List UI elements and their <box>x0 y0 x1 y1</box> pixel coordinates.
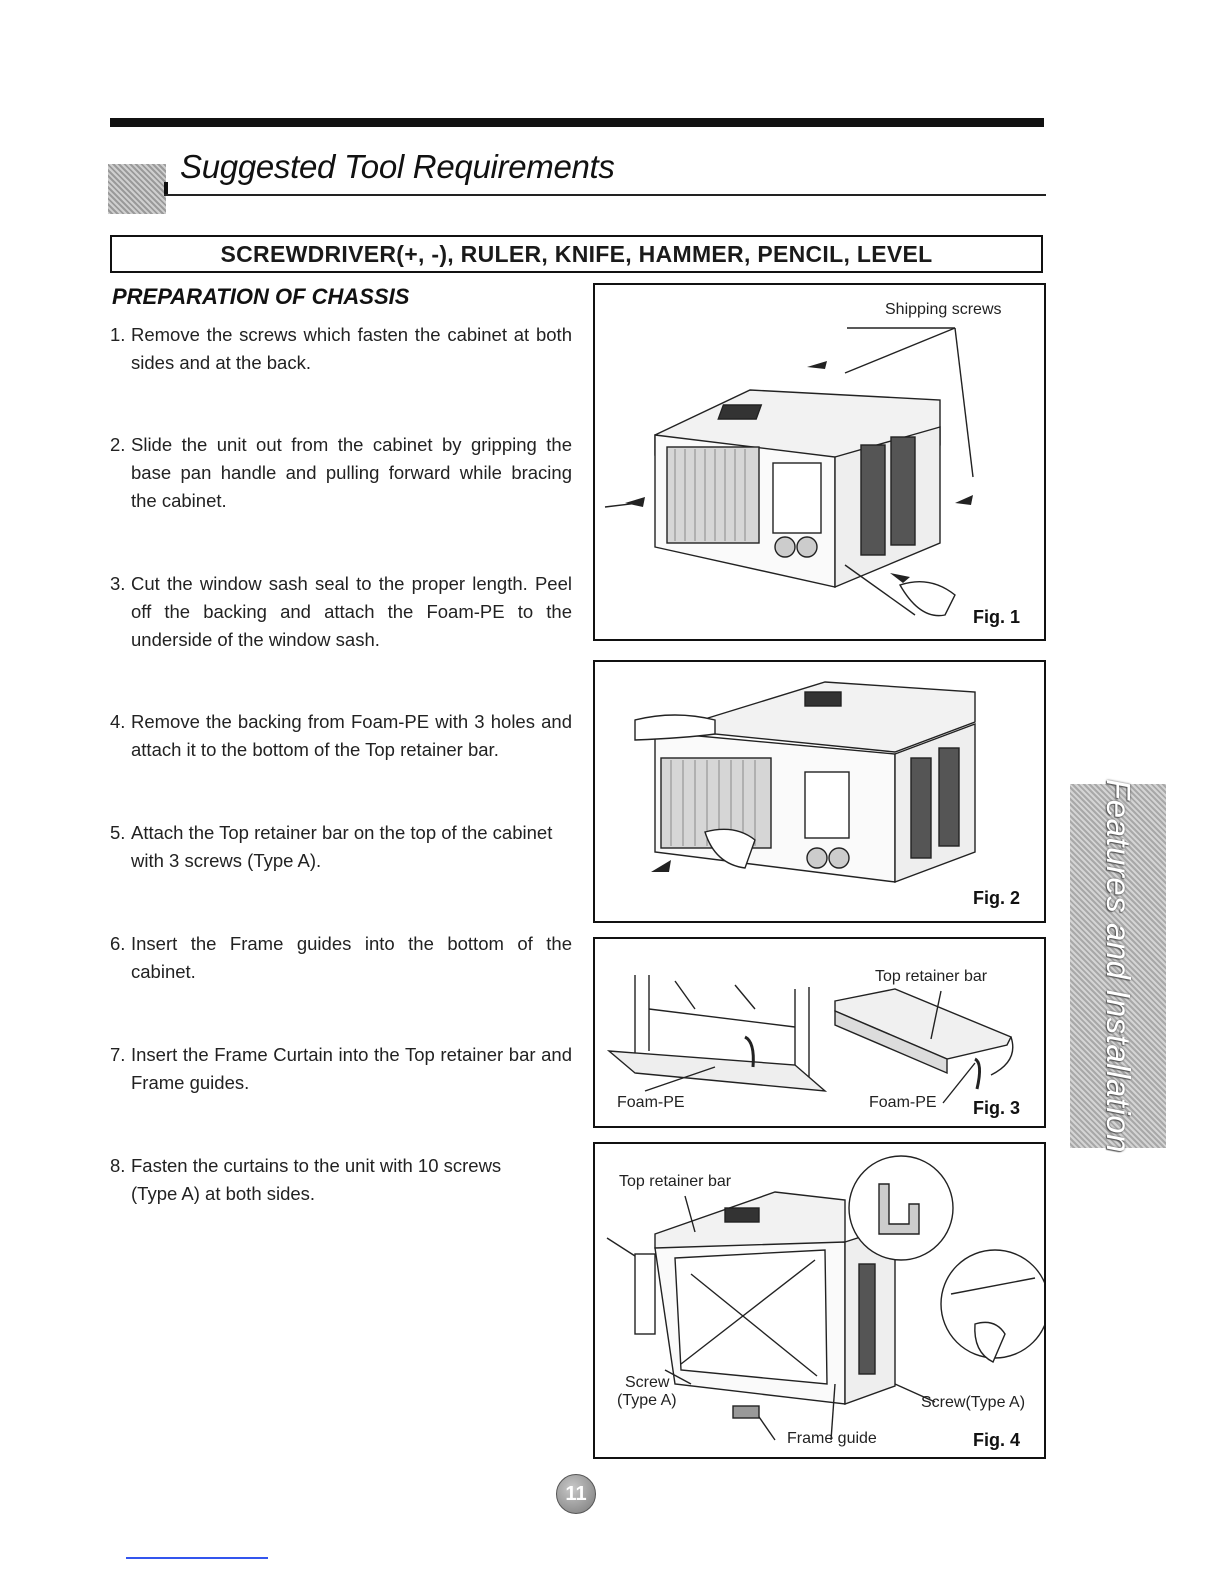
top-rule <box>110 118 1044 127</box>
fig4-callout-screw-type-a: Screw(Type A) <box>921 1394 1026 1411</box>
page-number-badge: 11 <box>556 1474 596 1514</box>
figure-4 <box>593 1142 1046 1459</box>
side-tab[interactable] <box>1070 779 1166 1153</box>
step-text: Insert the Frame guides into the bottom of the cabinet. <box>131 933 572 982</box>
step-number: 5. <box>110 822 126 843</box>
step-number: 3. <box>110 573 126 594</box>
step-number: 4. <box>110 711 126 732</box>
fig3-label: Fig. 3 <box>973 1098 1021 1118</box>
fig1-illustration <box>595 285 1046 641</box>
figure-3 <box>593 937 1046 1128</box>
step-5 <box>110 819 572 875</box>
tools-box: SCREWDRIVER(+, -), RULER, KNIFE, HAMMER, PENCIL, LEVEL <box>110 235 1043 273</box>
step-text: Slide the unit out from the cabinet by gripping the base pan handle and pulling forward while bracing the cabinet. <box>131 434 572 511</box>
step-number: 1. <box>110 324 126 345</box>
step-3 <box>110 570 572 654</box>
step-text: Attach the Top retainer bar on the top of the cabinet with 3 screws (Type A). <box>131 822 553 871</box>
fig1-callout-shipping-screws: Shipping screws <box>885 301 1002 318</box>
section-title: Suggested Tool Requirements <box>180 148 615 185</box>
step-number: 6. <box>110 933 126 954</box>
step-number: 8. <box>110 1155 126 1176</box>
step-7 <box>110 1041 572 1097</box>
prep-heading: PREPARATION OF CHASSIS <box>112 284 410 309</box>
fig4-callout-top-retainer-bar: Top retainer bar <box>619 1173 732 1190</box>
fig1-label: Fig. 1 <box>973 607 1021 627</box>
step-6 <box>110 930 572 986</box>
step-2 <box>110 431 572 515</box>
title-underline <box>164 194 1046 196</box>
step-text: Insert the Frame Curtain into the Top retainer bar and Frame guides. <box>131 1044 572 1093</box>
fig2-illustration <box>595 662 1046 923</box>
step-text: Cut the window sash seal to the proper length. Peel off the backing and attach the Foam-PE to the underside of the window sash. <box>131 573 572 650</box>
fig3-callout-foam-pe-right: Foam-PE <box>869 1094 937 1111</box>
fig4-label: Fig. 4 <box>973 1430 1021 1450</box>
step-text: Remove the backing from Foam-PE with 3 holes and attach it to the bottom of the Top retainer bar. <box>131 711 572 760</box>
fig3-callout-top-retainer-bar: Top retainer bar <box>875 968 988 985</box>
step-1 <box>110 321 572 377</box>
fig4-callout-frame-guide: Frame guide <box>787 1430 877 1447</box>
step-4 <box>110 708 572 764</box>
fig3-callout-foam-pe-left: Foam-PE <box>617 1094 685 1111</box>
fig4-callout-type-a: (Type A) <box>617 1392 677 1409</box>
figure-1 <box>593 283 1046 641</box>
fig2-label: Fig. 2 <box>973 888 1021 908</box>
step-number: 2. <box>110 434 126 455</box>
title-marker-block <box>108 164 166 214</box>
side-tab-label: Features and Installation <box>1100 779 1137 1153</box>
fig4-callout-screw: Screw <box>625 1374 670 1391</box>
step-8 <box>110 1152 572 1208</box>
figure-2 <box>593 660 1046 923</box>
step-number: 7. <box>110 1044 126 1065</box>
step-text: Remove the screws which fasten the cabinet at both sides and at the back. <box>131 324 572 373</box>
bottom-link-underline[interactable] <box>126 1557 268 1559</box>
step-text: Fasten the curtains to the unit with 10 screws (Type A) at both sides. <box>131 1155 502 1204</box>
